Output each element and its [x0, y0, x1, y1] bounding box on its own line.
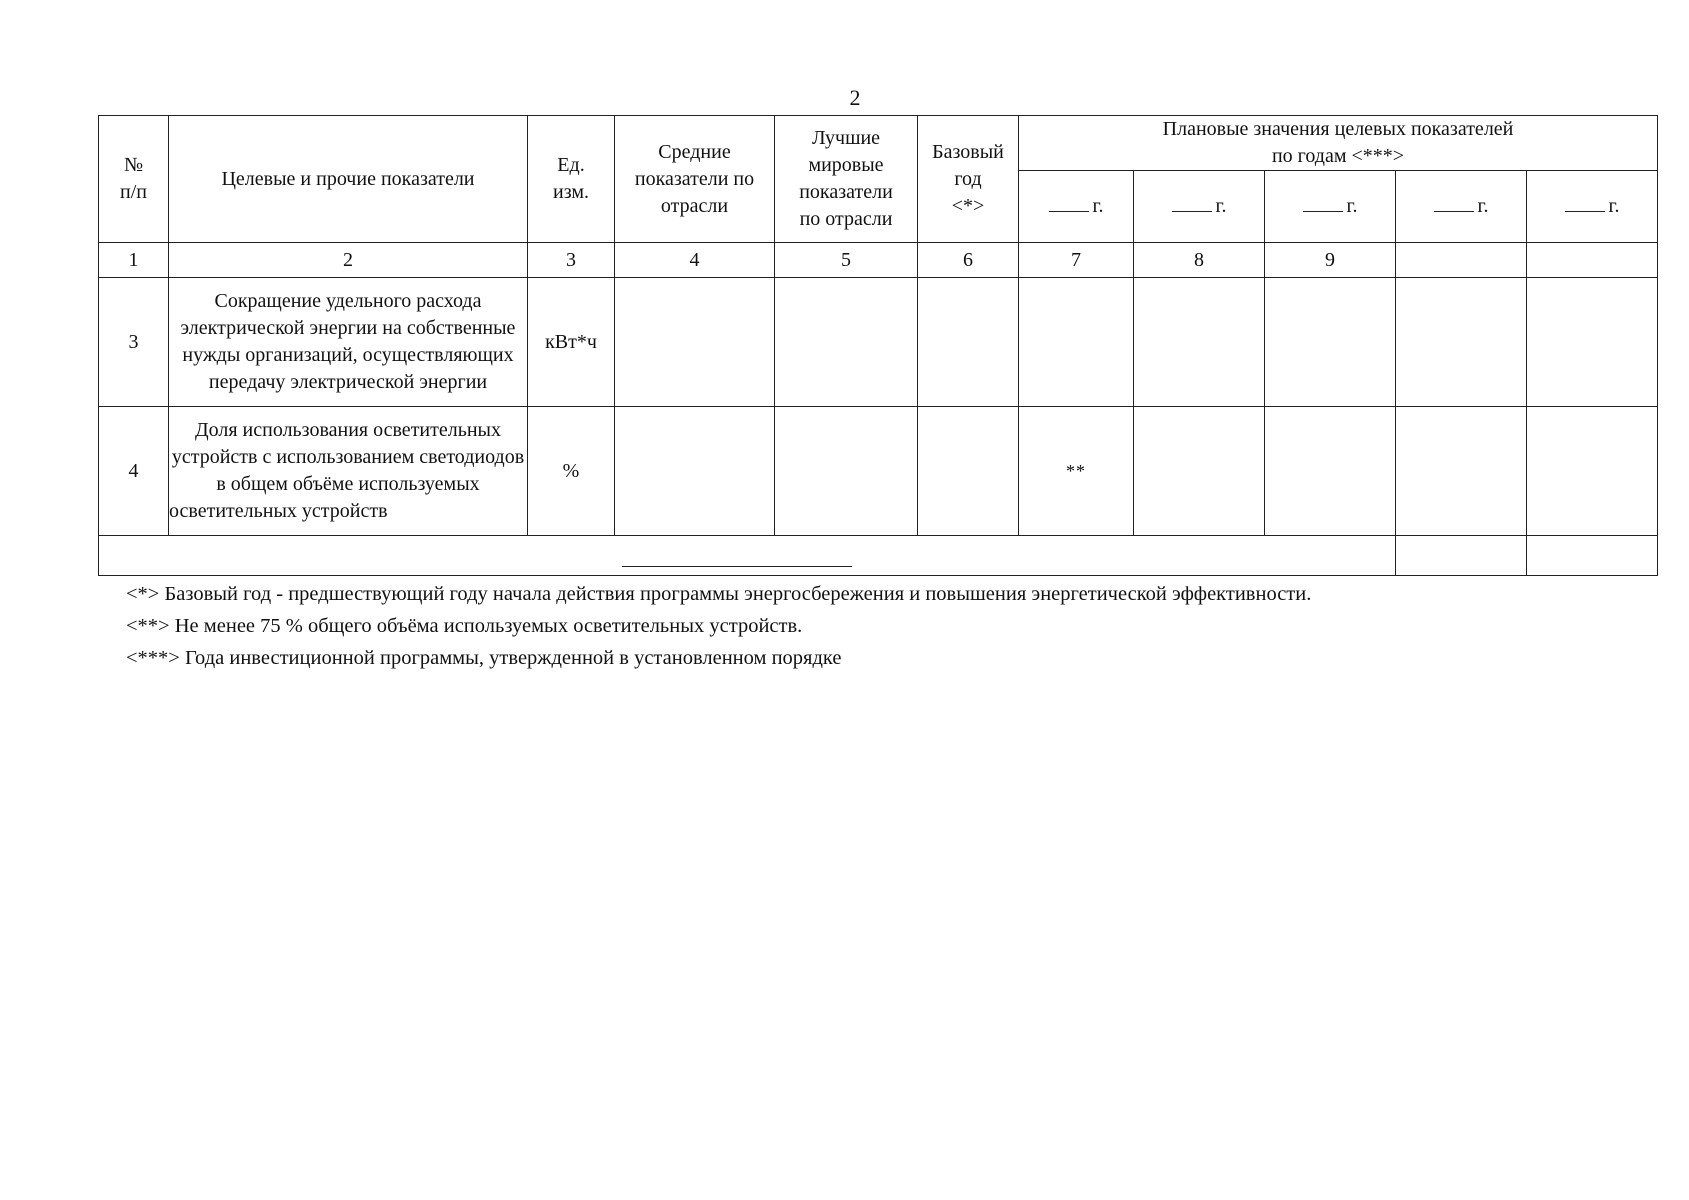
value-cell — [1527, 278, 1658, 407]
page-number: 2 — [849, 85, 861, 110]
value-cell — [615, 278, 775, 407]
column-number: 4 — [615, 243, 775, 278]
value-cell — [1134, 407, 1265, 536]
year-cell-2: г. — [1134, 171, 1265, 243]
header-best: Лучшие мировые показатели по отрасли — [775, 116, 918, 243]
value-cell — [1265, 407, 1396, 536]
year-cell-1: г. — [1019, 171, 1134, 243]
value-cell — [1134, 278, 1265, 407]
column-number: 9 — [1265, 243, 1396, 278]
column-number: 8 — [1134, 243, 1265, 278]
indicator-text: Доля использования осветительных устройств с использованием светодиодов в общем объёме используемых осветительных устройств — [169, 407, 528, 536]
indicators-table — [98, 115, 1658, 576]
header-planned: Плановые значения целевых показателей по годам <***> — [1019, 116, 1658, 171]
row-number: 4 — [99, 407, 169, 536]
year-cell-3: г. — [1265, 171, 1396, 243]
value-cell — [1265, 278, 1396, 407]
year-cell-4: г. — [1396, 171, 1527, 243]
year-cell-5: г. — [1527, 171, 1658, 243]
header-number: № п/п — [99, 116, 169, 243]
value-cell: ** — [1019, 407, 1134, 536]
column-number — [1527, 243, 1658, 278]
column-number: 7 — [1019, 243, 1134, 278]
column-number — [1396, 243, 1527, 278]
column-number: 5 — [775, 243, 918, 278]
header-unit: Ед. изм. — [528, 116, 615, 243]
column-number: 2 — [169, 243, 528, 278]
value-cell — [775, 407, 918, 536]
indicator-text: Сокращение удельного расхода электрической энергии на собственные нужды организаций, осуществляющих передачу электрической энергии — [169, 278, 528, 407]
column-number: 1 — [99, 243, 169, 278]
value-cell — [1396, 278, 1527, 407]
separator-line — [622, 566, 852, 567]
footnote: <*> Базовый год - предшествующий году начала действия программы энергосбережения и повышения энергетической эффективности. — [126, 583, 1312, 605]
unit-cell: кВт*ч — [528, 278, 615, 407]
footnotes — [126, 578, 1311, 674]
footnote: <***> Года инвестиционной программы, утвержденной в установленном порядке — [126, 647, 842, 669]
value-cell — [775, 278, 918, 407]
empty-merged-cell — [99, 536, 1396, 576]
unit-cell: % — [528, 407, 615, 536]
table-row — [99, 278, 1658, 407]
header-base-year: Базовый год <*> — [918, 116, 1019, 243]
header-average: Средние показатели по отрасли — [615, 116, 775, 243]
value-cell — [615, 407, 775, 536]
empty-row — [99, 536, 1658, 576]
empty-cell — [1527, 536, 1658, 576]
column-number: 3 — [528, 243, 615, 278]
value-cell — [1527, 407, 1658, 536]
value-cell — [1396, 407, 1527, 536]
column-number: 6 — [918, 243, 1019, 278]
footnote: <**> Не менее 75 % общего объёма используемых осветительных устройств. — [126, 615, 803, 637]
value-cell — [918, 407, 1019, 536]
column-number-row — [99, 243, 1658, 278]
empty-cell — [1396, 536, 1527, 576]
value-cell — [918, 278, 1019, 407]
row-number: 3 — [99, 278, 169, 407]
value-cell — [1019, 278, 1134, 407]
table-row — [99, 407, 1658, 536]
header-indicators: Целевые и прочие показатели — [169, 116, 528, 243]
